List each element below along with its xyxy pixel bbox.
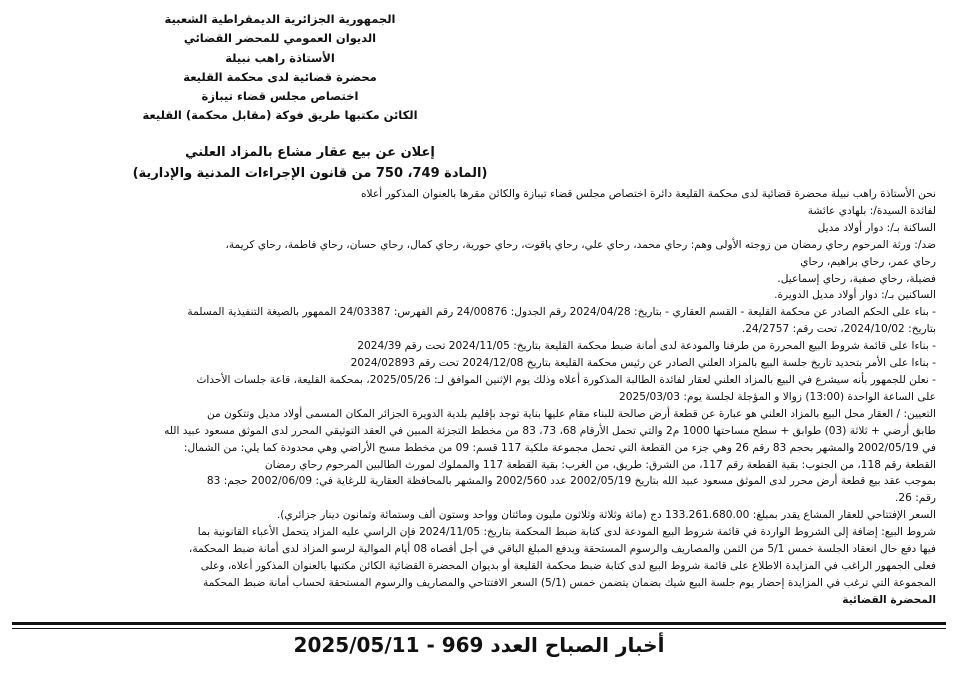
header-line-bailiff-name: الأستاذة راهب نبيلة [225,50,335,65]
body-line: - بناء على الحكم الصادر عن محكمة القليعة - القسم العقاري - بتاريخ: 2024/04/28 رقم الجدول: 24/00876 رقم الفهرس: 24/03387 الممهور بالصيغة التنفيذية المسلمة [187,306,936,319]
body-line: الساكنين بـ/: دوار أولاد مديل الدويرة. [774,289,936,302]
body-line: القطعة رقم 118، من الجنوب: بقية القطعة رقم 117، من الشرق: طريق، من الغرب: بقية القطعة 117 والمملوك لمورث الطالبين المرحوم رحاي رمضان [264,458,936,471]
body-line: في 2002/05/19 والمشهر بحجم 83 رقم 26 وهي جزء من القطعة التي تحمل مجموعة ملكية 117 قسم: 09 من مخطط مسح الأراضي وهي محدودة كما يلي: من الشمال: [183,441,936,454]
body-line: - بناءا على قائمة شروط البيع المحررة من طرفنا والمودعة لدى أمانة ضبط محكمة القليعة بتاريخ: 2024/11/05 تحت رقم 2024/39 [357,340,936,353]
body-line: طابق أرضي + ثلاثة (03) طوابق + سطح مساحتها 1000 م2 والتي تحمل الأرقام 68، 73، 83 من مخطط التجزئة المبين في العقد التوثيقي المحرر لدى الموثق مسعود عبيد الله [164,424,936,437]
body-line: السعر الإفتتاحي للعقار المشاع يقدر بمبلغ: 133.261.680.00 دج (مائة وثلاثة وثلاثون مليون ومائتان وواحد وستون ألف وستمائة وثمانون دينار جزائري). [276,509,936,522]
header-line-court: محضرة قضائية لدى محكمة القليعة [183,69,377,84]
body-line: بتاريخ: 2024/10/02، تحت رقم: 24/2757. [741,323,936,336]
body-line: الساكنة بـ/: دوار أولاد مديل [817,221,936,234]
issuer-header [0,10,560,126]
body-line: - بناءا على الأمر بتحديد تاريخ جلسة البيع بالمزاد العلني الصادر عن رئيس محكمة القليعة بتاريخ 2024/12/08 تحت رقم 2024/02893 [350,357,936,370]
header-line-address: الكائن مكتبها طريق فوكة (مقابل محكمة) القليعة [142,108,418,123]
header-line-republic: الجمهورية الجزائرية الديمقراطية الشعبية [164,12,396,26]
body-line: نحن الأستاذة راهب نبيلة محضرة قضائية لدى محكمة القليعة دائرة اختصاص مجلس قضاء تيبازة والكائن مقرها بالعنوان المذكور أعلاه [360,188,936,200]
body-line: شروط البيع: إضافة إلى الشروط الواردة في قائمة شروط البيع المودعة لدى كتابة ضبط المحكمة بتاريخ: 2024/11/05 فإن الراسي عليه المزاد يتحمل الأعباء القانونية بما [197,526,936,539]
body-line: التعيين: / العقار محل البيع بالمزاد العلني هو عبارة عن قطعة أرض صالحة للبناء مقام عليها بناية توجد بإقليم بلدية الدويرة الجزائر المكان المسمى أولاد مديل وتتكون من [206,407,936,420]
footer-divider [12,622,946,629]
newspaper-footer: أخبار الصباح العدد 969 - 2025/05/11 [293,633,665,657]
body-line: فضيلة، رحاي صفية، رحاي إسماعيل. [777,272,936,285]
body-line: رحاي عمر، رحاي براهيم، رحاي [800,255,936,268]
body-line: لفائدة السيدة/: بلهادي عائشة [807,204,936,217]
body-line: فيها دفع حال انعقاد الجلسة خمس 5/1 من الثمن والمصاريف والرسوم المستحقة ويدفع المبلغ الباقي في أجل أقصاه 08 أيام الموالية لرسو المزاد لدى أمانة ضبط المحكمة، [188,543,936,556]
body-line: - نعلن للجمهور بأنه سيشرع في البيع بالمزاد العلني لعقار لفائدة الطالبة المذكورة أعلاه وذلك يوم الإثنين الموافق لـ: 2025/05/26، بمحكمة القليعة، قاعة جلسات الأحداث [196,373,936,386]
notice-title-articles: (المادة 749، 750 من قانون الإجراءات المدنية والإدارية) [132,166,488,181]
body-line: على الساعة الواحدة (13:00) زوالا و المؤجلة لجلسة يوم: 2025/03/03 [618,390,936,403]
body-line: بموجب عقد بيع قطعة أرض محرر لدى الموثق مسعود عبيد الله بتاريخ 2002/05/19 عدد 2002/560 والمشهر بالمحافظة العقارية للرغاية في: 2002/06/09 حجم: 83 [206,475,936,488]
body-line: رقم: 26. [894,492,936,505]
body-line: ضد/: ورثة المرحوم رحاي رمضان من زوجته الأولى وهم: رحاي محمد، رحاي علي، رحاي ياقوت، رحاي حورية، رحاي كمال، رحاي حسان، رحاي فاطمة، رحاي كريمة، [225,238,936,251]
signature-line: المحضرة القضائية [842,593,936,606]
header-line-office: الديوان العمومي للمحضر القضائي [183,31,377,46]
body-line: فعلى الجمهور الراغب في المزايدة الاطلاع على قائمة شروط البيع لدى كتابة ضبط محكمة القليعة أو بديوان المحضرة القضائية الكائن مكتبها بالعنوان المذكور أعلاه، وعلى [200,559,936,572]
notice-body [22,186,936,609]
body-line: المجموعة التي ترغب في المزايدة إحضار يوم جلسة البيع شيك بضمان يتضمن خمس (5/1) السعر الافتتاحي والمصاريف والرسوم المستحقة لحساب أمانة ضبط المحكمة [202,576,936,589]
notice-title-main: إعلان عن بيع عقار مشاع بالمزاد العلني [185,145,435,160]
header-line-jurisdiction: اختصاص مجلس قضاء تيبازة [201,89,359,104]
notice-title [0,142,620,184]
